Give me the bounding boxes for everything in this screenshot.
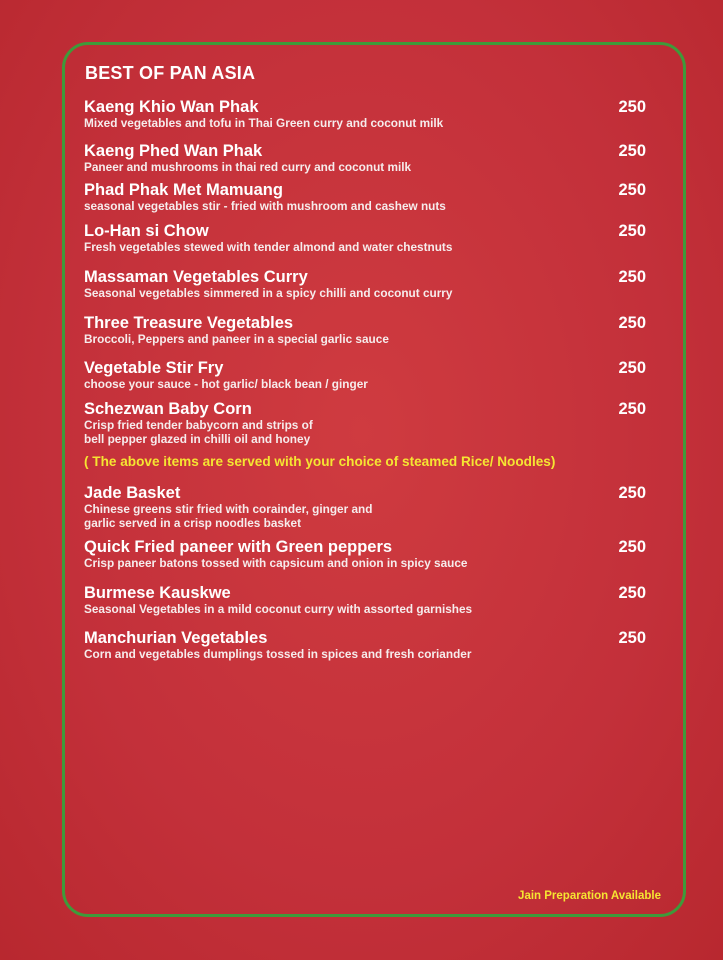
menu-item xyxy=(84,142,664,175)
item-description: seasonal vegetables stir - fried with mushroom and cashew nuts xyxy=(84,199,446,213)
item-price: 250 xyxy=(618,584,646,602)
item-description: Paneer and mushrooms in thai red curry and coconut milk xyxy=(84,160,412,174)
item-price: 250 xyxy=(618,268,646,286)
menu-item xyxy=(84,538,664,571)
item-name: Three Treasure Vegetables xyxy=(84,314,294,332)
item-name: Schezwan Baby Corn xyxy=(84,400,252,418)
menu-item xyxy=(84,181,664,214)
item-description: choose your sauce - hot garlic/ black bean / ginger xyxy=(84,377,368,391)
menu-item xyxy=(84,584,664,617)
menu-item xyxy=(84,484,664,530)
item-name: Phad Phak Met Mamuang xyxy=(84,181,283,199)
item-price: 250 xyxy=(618,181,646,199)
item-description: Chinese greens stir fried with corainder, ginger and garlic served in a crisp noodles basket xyxy=(84,502,373,530)
jain-preparation-note: Jain Preparation Available xyxy=(518,890,661,902)
menu-item xyxy=(84,268,664,301)
item-price: 250 xyxy=(618,538,646,556)
item-price: 250 xyxy=(618,400,646,418)
item-name: Quick Fried paneer with Green peppers xyxy=(84,538,393,556)
menu-item xyxy=(84,98,664,131)
item-price: 250 xyxy=(618,222,646,240)
item-name: Manchurian Vegetables xyxy=(84,629,268,647)
menu-item xyxy=(84,314,664,347)
item-name: Burmese Kauskwe xyxy=(84,584,231,602)
section-title: BEST OF PAN ASIA xyxy=(85,63,256,83)
item-price: 250 xyxy=(618,629,646,647)
item-description: Crisp paneer batons tossed with capsicum and onion in spicy sauce xyxy=(84,556,468,570)
served-with-note: ( The above items are served with your choice of steamed Rice/ Noodles) xyxy=(84,454,556,469)
item-name: Jade Basket xyxy=(84,484,181,502)
item-name: Kaeng Phed Wan Phak xyxy=(84,142,263,160)
item-name: Massaman Vegetables Curry xyxy=(84,268,308,286)
item-price: 250 xyxy=(618,98,646,116)
item-price: 250 xyxy=(618,359,646,377)
item-price: 250 xyxy=(618,142,646,160)
menu-item xyxy=(84,400,664,446)
menu-item xyxy=(84,629,664,662)
item-description: Mixed vegetables and tofu in Thai Green curry and coconut milk xyxy=(84,116,444,130)
item-description: Seasonal vegetables simmered in a spicy chilli and coconut curry xyxy=(84,286,453,300)
item-name: Kaeng Khio Wan Phak xyxy=(84,98,259,116)
item-name: Vegetable Stir Fry xyxy=(84,359,224,377)
item-description: Broccoli, Peppers and paneer in a special garlic sauce xyxy=(84,332,389,346)
menu-item xyxy=(84,359,664,392)
item-price: 250 xyxy=(618,484,646,502)
item-description: Corn and vegetables dumplings tossed in spices and fresh coriander xyxy=(84,647,472,661)
item-description: Fresh vegetables stewed with tender almond and water chestnuts xyxy=(84,240,453,254)
item-description: Seasonal Vegetables in a mild coconut curry with assorted garnishes xyxy=(84,602,473,616)
item-description: Crisp fried tender babycorn and strips of bell pepper glazed in chilli oil and honey xyxy=(84,418,313,446)
item-name: Lo-Han si Chow xyxy=(84,222,209,240)
item-price: 250 xyxy=(618,314,646,332)
menu-item xyxy=(84,222,664,255)
